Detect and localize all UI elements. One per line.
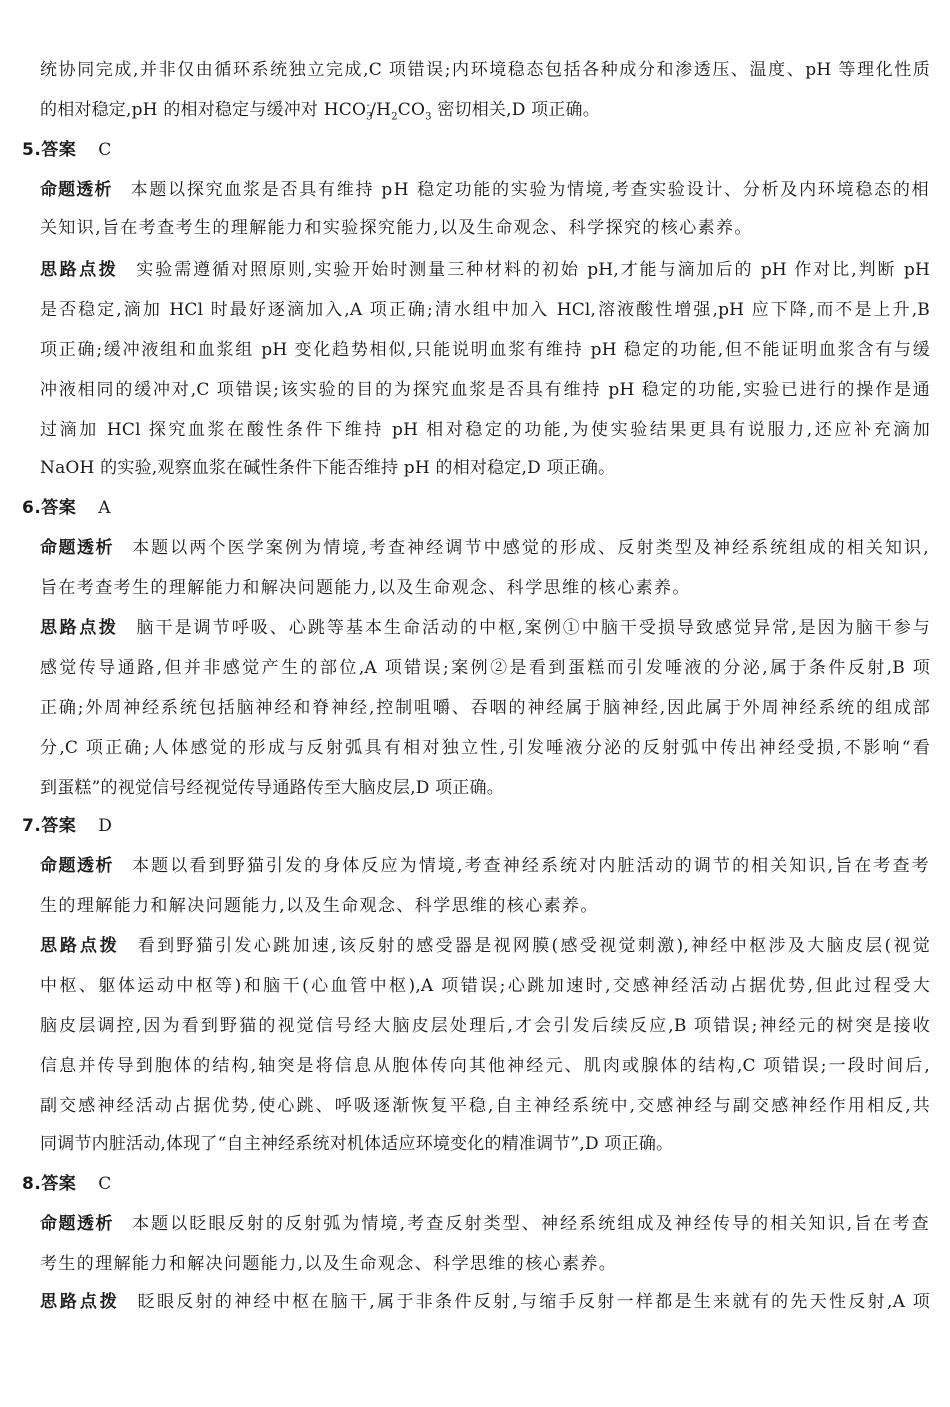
perspective-label: 命题透析 bbox=[40, 856, 115, 876]
question-7-reasoning-line-4: 信息并传导到胞体的结构,轴突是将信息从胞体传向其他神经元、肌肉或腺体的结构,C 项错误;一段时间后, bbox=[40, 1056, 930, 1076]
question-5-perspective-line-2: 关知识,旨在考查考生的理解能力和实验探究能力,以及生命观念、科学探究的核心素养。 bbox=[40, 218, 753, 238]
question-5-reasoning-line-1: 思路点拨 实验需遵循对照原则,实验开始时测量三种材料的初始 pH,才能与滴加后的 pH 作对比,判断 pH bbox=[40, 260, 930, 280]
answer-label: 答案 bbox=[41, 1174, 77, 1194]
answer-label: 答案 bbox=[41, 816, 77, 836]
question-5-reasoning-line-4: 冲液相同的缓冲对,C 项错误;该实验的目的为探究血浆是否具有维持 pH 稳定的功能,实验已进行的操作是通 bbox=[40, 380, 930, 400]
question-7-answer bbox=[22, 808, 930, 844]
reasoning-label: 思路点拨 bbox=[40, 1292, 120, 1312]
question-8-perspective-line-1: 命题透析 本题以眨眼反射的反射弧为情境,考查反射类型、神经系统组成及神经传导的相关知识,旨在考查 bbox=[40, 1214, 930, 1234]
answer-value: A bbox=[98, 498, 111, 518]
question-7-reasoning-line-1: 思路点拨 看到野猫引发心跳加速,该反射的感受器是视网膜(感受视觉刺激),神经中枢涉及大脑皮层(视觉 bbox=[40, 936, 930, 956]
question-6-reasoning-line-5: 到蛋糕”的视觉信号经视觉传导通路传至大脑皮层,D 项正确。 bbox=[40, 778, 504, 798]
answer-label: 答案 bbox=[41, 140, 77, 160]
question-6-reasoning-line-1: 思路点拨 脑干是调节呼吸、心跳等基本生命活动的中枢,案例①中脑干受损导致感觉异常,是因为脑干参与 bbox=[40, 618, 930, 638]
question-8-answer bbox=[22, 1166, 930, 1202]
question-7-reasoning-line-3: 脑皮层调控,因为看到野猫的视觉信号经大脑皮层处理后,才会引发后续反应,B 项错误;神经元的树突是接收 bbox=[40, 1016, 930, 1036]
reasoning-label: 思路点拨 bbox=[40, 260, 119, 280]
answer-value: C bbox=[98, 140, 112, 160]
question-5-reasoning-line-5: 过滴加 HCl 探究血浆在酸性条件下维持 pH 相对稳定的功能,为使实验结果更具有说服力,还应补充滴加 bbox=[40, 420, 930, 440]
question-5-reasoning-line-3: 项正确;缓冲液组和血浆组 pH 变化趋势相似,只能说明血浆有维持 pH 稳定的功能,但不能证明血浆含有与缓 bbox=[40, 340, 930, 360]
reasoning-label: 思路点拨 bbox=[40, 936, 120, 956]
intro-line-2: 的相对稳定,pH 的相对稳定与缓冲对 $HCO_3^-/H_2CO_3$ 密切相关,D 项正确。 bbox=[40, 100, 600, 123]
question-5-reasoning-line-6: NaOH 的实验,观察血浆在碱性条件下能否维持 pH 的相对稳定,D 项正确。 bbox=[40, 458, 616, 478]
question-6-reasoning-line-2: 感觉传导通路,但并非感觉产生的部位,A 项错误;案例②是看到蛋糕而引发唾液的分泌,属于条件反射,B 项 bbox=[40, 658, 930, 678]
question-7-perspective-line-2: 生的理解能力和解决问题能力,以及生命观念、科学思维的核心素养。 bbox=[40, 896, 599, 916]
answer-value: C bbox=[98, 1174, 112, 1194]
question-7-reasoning-line-5: 副交感神经活动占据优势,使心跳、呼吸逐渐恢复平稳,自主神经系统中,交感神经与副交感神经作用相反,共 bbox=[40, 1096, 930, 1116]
question-8-perspective-line-2: 考生的理解能力和解决问题能力,以及生命观念、科学思维的核心素养。 bbox=[40, 1254, 618, 1274]
question-5-answer bbox=[22, 132, 930, 168]
question-number: 7. bbox=[22, 816, 42, 836]
question-number: 5. bbox=[22, 140, 42, 160]
intro-line-1: 统协同完成,并非仅由循环系统独立完成,C 项错误;内环境稳态包括各种成分和渗透压、温度、pH 等理化性质 bbox=[40, 60, 930, 80]
question-5-reasoning-line-2: 是否稳定,滴加 HCl 时最好逐滴加入,A 项正确;清水组中加入 HCl,溶液酸性增强,pH 应下降,而不是上升,B bbox=[40, 300, 930, 320]
question-7-reasoning-line-6: 同调节内脏活动,体现了“自主神经系统对机体适应环境变化的精准调节”,D 项正确。 bbox=[40, 1134, 674, 1154]
question-7-perspective-line-1: 命题透析 本题以看到野猫引发的身体反应为情境,考查神经系统对内脏活动的调节的相关知识,旨在考查考 bbox=[40, 856, 930, 876]
question-6-perspective-line-2: 旨在考查考生的理解能力和解决问题能力,以及生命观念、科学思维的核心素养。 bbox=[40, 578, 691, 598]
question-6-reasoning-line-3: 正确;外周神经系统包括脑神经和脊神经,控制咀嚼、吞咽的神经属于脑神经,因此属于外周神经系统的组成部 bbox=[40, 698, 930, 718]
question-number: 8. bbox=[22, 1174, 42, 1194]
question-6-perspective-line-1: 命题透析 本题以两个医学案例为情境,考查神经调节中感觉的形成、反射类型及神经系统组成的相关知识, bbox=[40, 538, 930, 558]
perspective-label: 命题透析 bbox=[40, 1214, 115, 1234]
question-5-perspective-line-1: 命题透析 本题以探究血浆是否具有维持 pH 稳定功能的实验为情境,考查实验设计、分析及内环境稳态的相 bbox=[40, 180, 930, 200]
perspective-label: 命题透析 bbox=[40, 180, 113, 200]
question-number: 6. bbox=[22, 498, 42, 518]
question-6-reasoning-line-4: 分,C 项正确;人体感觉的形成与反射弧具有相对独立性,引发唾液分泌的反射弧中传出神经受损,不影响“看 bbox=[40, 738, 930, 758]
answer-value: D bbox=[98, 816, 113, 836]
perspective-label: 命题透析 bbox=[40, 538, 115, 558]
question-6-answer bbox=[22, 490, 930, 526]
reasoning-label: 思路点拨 bbox=[40, 618, 119, 638]
answer-label: 答案 bbox=[41, 498, 77, 518]
question-8-reasoning-line-1: 思路点拨 眨眼反射的神经中枢在脑干,属于非条件反射,与缩手反射一样都是生来就有的先天性反射,A 项 bbox=[40, 1292, 930, 1312]
question-7-reasoning-line-2: 中枢、躯体运动中枢等)和脑干(心血管中枢),A 项错误;心跳加速时,交感神经活动占据优势,但此过程受大 bbox=[40, 976, 930, 996]
